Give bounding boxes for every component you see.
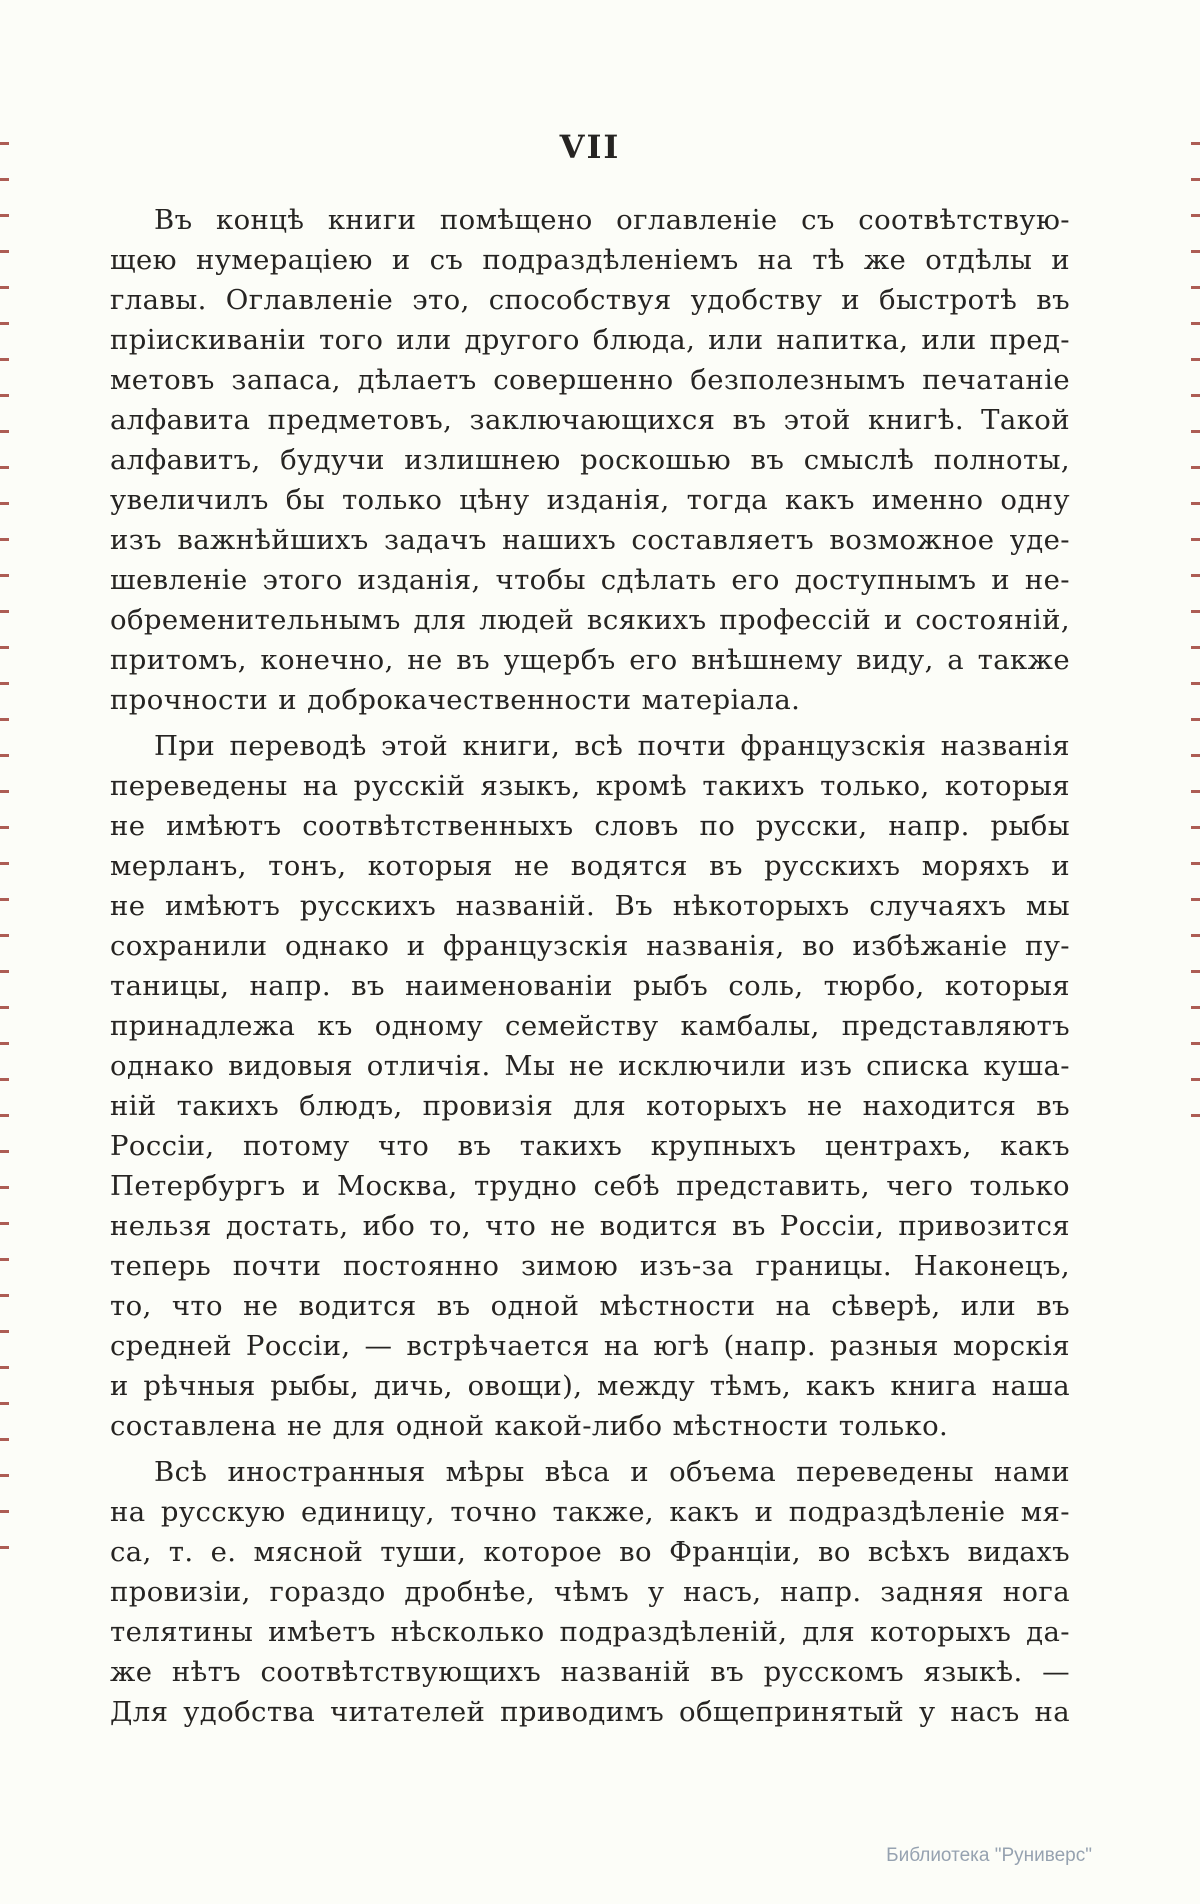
text-line: Для удобства читателей приводимъ общепринятый у насъ на [110, 1696, 1070, 1728]
text-line: нельзя достать, ибо то, что не водится въ Россіи, привозится [110, 1210, 1070, 1242]
library-watermark: Библиотека "Руниверс" [886, 1845, 1092, 1866]
text-line: пріискиваніи того или другого блюда, или напитка, или пред- [110, 324, 1070, 356]
text-line: метовъ запаса, дѣлаетъ совершенно безполезнымъ печатаніе [110, 364, 1070, 396]
text-line: увеличилъ бы только цѣну изданія, тогда какъ именно одну [110, 484, 1070, 516]
text-line: провизіи, гораздо дробнѣе, чѣмъ у насъ, напр. задняя нога [110, 1576, 1070, 1608]
text-line: не имѣютъ русскихъ названій. Въ нѣкоторыхъ случаяхъ мы [110, 890, 1070, 922]
text-line: са, т. е. мясной туши, которое во Франціи, во всѣхъ видахъ [110, 1536, 1070, 1568]
text-line: не имѣютъ соотвѣтственныхъ словъ по русски, напр. рыбы [110, 810, 1070, 842]
text-line: Всѣ иностранныя мѣры вѣса и объема переведены нами [154, 1456, 1070, 1488]
text-line: составлена не для одной какой-либо мѣстности только. [110, 1410, 949, 1442]
scan-edge-marks-left [0, 142, 9, 1562]
text-line: сохранили однако и французскія названія, во избѣжаніе пу- [110, 930, 1070, 962]
text-line: мерланъ, тонъ, которыя не водятся въ русскихъ моряхъ и [110, 850, 1070, 882]
paragraph [110, 200, 1070, 720]
page-number: VII [559, 128, 621, 166]
text-line: изъ важнѣйшихъ задачъ нашихъ составляетъ возможное уде- [110, 524, 1070, 556]
text-line: средней Россіи, — встрѣчается на югѣ (напр. разныя морскія [110, 1330, 1070, 1362]
text-line: Въ концѣ книги помѣщено оглавленіе съ соотвѣтствую- [154, 204, 1070, 236]
paragraph [110, 726, 1070, 1446]
text-line: щею нумераціею и съ подраздѣленіемъ на тѣ же отдѣлы и [110, 244, 1070, 276]
text-line: шевленіе этого изданія, чтобы сдѣлать его доступнымъ и не- [110, 564, 1070, 596]
text-line: алфавитъ, будучи излишнею роскошью въ смыслѣ полноты, [110, 444, 1070, 476]
text-line: телятины имѣетъ нѣсколько подраздѣленій, для которыхъ да- [110, 1616, 1070, 1648]
text-line: однако видовыя отличія. Мы не исключили изъ списка куша- [110, 1050, 1070, 1082]
text-line: обременительнымъ для людей всякихъ профессій и состояній, [110, 604, 1070, 636]
text-line: Петербургъ и Москва, трудно себѣ представить, чего только [110, 1170, 1070, 1202]
text-line: ній такихъ блюдъ, провизія для которыхъ не находится въ [110, 1090, 1070, 1122]
text-line: главы. Оглавленіе это, способствуя удобству и быстротѣ въ [110, 284, 1070, 316]
text-line: то, что не водится въ одной мѣстности на сѣверѣ, или въ [110, 1290, 1070, 1322]
paragraph [110, 1452, 1070, 1732]
text-line: на русскую единицу, точно также, какъ и подраздѣленіе мя- [110, 1496, 1070, 1528]
scan-edge-marks-right [1191, 142, 1200, 1142]
text-line: Россіи, потому что въ такихъ крупныхъ центрахъ, какъ [110, 1130, 1070, 1162]
text-line: прочности и доброкачественности матеріала. [110, 684, 801, 716]
text-line: же нѣтъ соотвѣтствующихъ названій въ русскомъ языкѣ. — [110, 1656, 1070, 1688]
text-line: и рѣчныя рыбы, дичь, овощи), между тѣмъ, какъ книга наша [110, 1370, 1070, 1402]
body-text [110, 200, 1070, 1732]
text-line: таницы, напр. въ наименованіи рыбъ соль, тюрбо, которыя [110, 970, 1070, 1002]
text-line: притомъ, конечно, не въ ущербъ его внѣшнему виду, а также [110, 644, 1070, 676]
text-line: При переводѣ этой книги, всѣ почти французскія названія [154, 730, 1070, 762]
text-line: переведены на русскій языкъ, кромѣ такихъ только, которыя [110, 770, 1070, 802]
text-line: алфавита предметовъ, заключающихся въ этой книгѣ. Такой [110, 404, 1070, 436]
text-line: принадлежа къ одному семейству камбалы, представляютъ [110, 1010, 1070, 1042]
text-line: теперь почти постоянно зимою изъ-за границы. Наконецъ, [110, 1250, 1070, 1282]
